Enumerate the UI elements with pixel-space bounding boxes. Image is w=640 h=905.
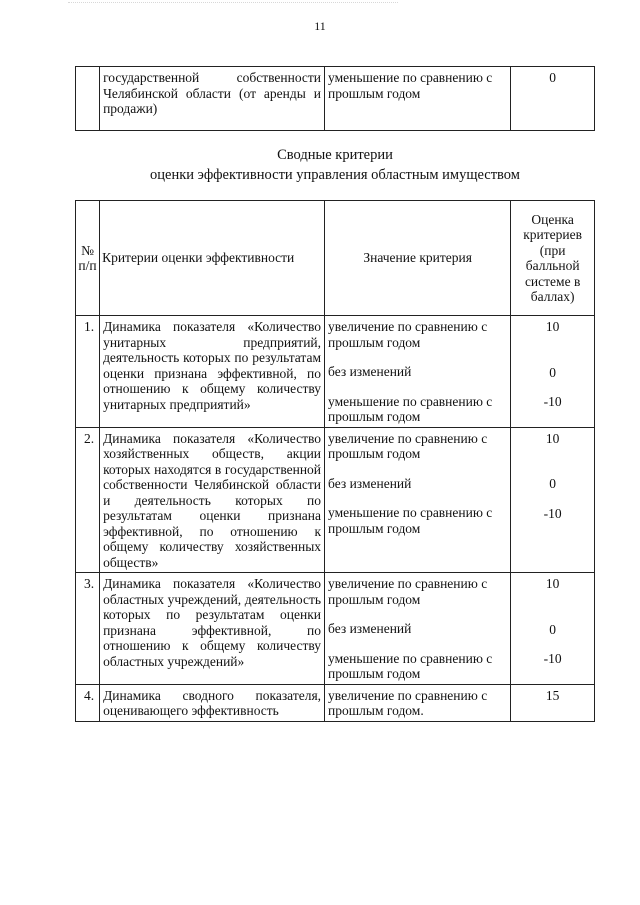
value-increase: увеличение по сравнению с прошлым годом. xyxy=(328,687,488,718)
criterion-cell: Динамика показателя «Количество хозяйственных обществ, акции которых находятся в государственной собственности Челябинской области и деятельность которых по результатам оценки признана эффективной, по отношению к общему количеству хозяйственных обществ» xyxy=(100,427,325,573)
score-increase: 15 xyxy=(545,687,560,703)
score-cell xyxy=(511,427,595,573)
score-same: 0 xyxy=(549,364,557,380)
score-decrease: -10 xyxy=(543,394,562,409)
table-row xyxy=(76,316,595,428)
criterion-cell: Динамика показателя «Количество областных учреждений, деятельность которых по результатам оценки признана эффективной, по отношению к общему количеству областных учреждений» xyxy=(100,573,325,685)
score-same: 0 xyxy=(549,621,557,637)
table-row xyxy=(76,573,595,685)
score-same: 0 xyxy=(549,476,557,491)
value-cell: уменьшение по сравнению с прошлым годом xyxy=(325,67,511,131)
num-cell xyxy=(76,67,100,131)
value-decrease: уменьшение по сравнению с прошлым годом xyxy=(328,393,493,424)
row-number: 2. xyxy=(76,427,100,573)
value-cell xyxy=(325,684,511,721)
page-number: 11 xyxy=(314,19,326,33)
row-number: 4. xyxy=(76,684,100,721)
value-cell xyxy=(325,427,511,573)
table-row xyxy=(76,67,595,131)
value-cell xyxy=(325,573,511,685)
score-decrease: -10 xyxy=(543,651,562,666)
title-line: оценки эффективности управления областным имуществом xyxy=(150,167,520,183)
score-decrease: -10 xyxy=(543,505,562,521)
score-cell: 0 xyxy=(511,67,595,131)
score-cell xyxy=(511,573,595,685)
row-number: 3. xyxy=(76,573,100,685)
section-title xyxy=(75,145,595,185)
header-num: № п/п xyxy=(76,201,100,316)
score-increase: 10 xyxy=(545,576,560,591)
value-same: без изменений xyxy=(328,364,412,379)
score-cell xyxy=(511,684,595,721)
score-increase: 10 xyxy=(545,319,560,334)
value-same: без изменений xyxy=(328,621,412,636)
criterion-cell: Динамика показателя «Количество унитарных предприятий, деятельность которых по результатам оценки признана эффективной, по отношению к общему количеству унитарных предприятий» xyxy=(100,316,325,428)
scan-artifact xyxy=(68,2,398,9)
continuation-table xyxy=(75,66,595,131)
criterion-cell: Динамика сводного показателя, оценивающего эффективность xyxy=(100,684,325,721)
value-increase: увеличение по сравнению с прошлым годом xyxy=(328,576,488,607)
header-value: Значение критерия xyxy=(325,201,511,316)
value-increase: увеличение по сравнению с прошлым годом xyxy=(328,319,488,350)
value-increase: увеличение по сравнению с прошлым годом xyxy=(328,430,488,461)
table-row xyxy=(76,684,595,721)
value-decrease: уменьшение по сравнению с прошлым годом xyxy=(328,650,493,681)
criteria-table xyxy=(75,200,595,722)
value-decrease: уменьшение по сравнению с прошлым годом xyxy=(328,505,493,536)
title-line: Сводные критерии xyxy=(277,147,393,163)
row-number: 1. xyxy=(76,316,100,428)
value-cell xyxy=(325,316,511,428)
header-criteria: Критерии оценки эффективности xyxy=(100,201,325,316)
table-row xyxy=(76,427,595,573)
header-row xyxy=(76,201,595,316)
score-increase: 10 xyxy=(545,430,560,446)
header-score: Оценка критериев (при балльной системе в баллах) xyxy=(511,201,595,316)
score-cell xyxy=(511,316,595,428)
value-same: без изменений xyxy=(328,475,412,491)
criterion-cell: государственной собственности Челябинской области (от аренды и продажи) xyxy=(100,67,325,131)
